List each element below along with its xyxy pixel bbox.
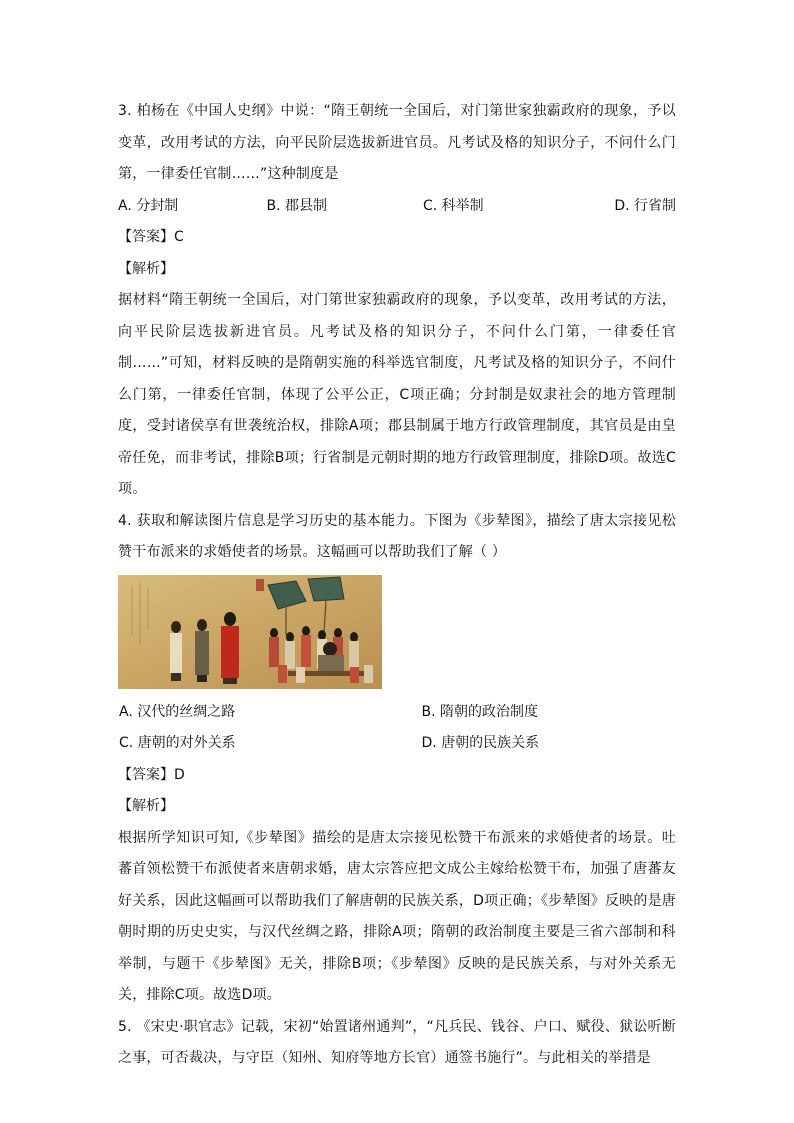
painting-image — [118, 575, 382, 689]
option-d: D. 唐朝的民族关系 — [421, 735, 540, 751]
option-c: C. 唐朝的对外关系 — [119, 735, 236, 751]
question-3-analysis-label: 【解析】 — [118, 260, 174, 277]
option-c: C. 科举制 — [423, 197, 484, 214]
question-3-answer: 【答案】C — [118, 229, 184, 245]
option-b: B. 隋朝的政治制度 — [421, 703, 539, 720]
document-body — [118, 96, 676, 1075]
option-a: A. 分封制 — [118, 197, 179, 214]
option-b: B. 郡县制 — [266, 197, 328, 214]
bunian-painting-illustration — [118, 575, 382, 689]
question-3-analysis: 据材料“隋王朝统一全国后，对门第世家独霸政府的现象，予以变革，改用考试的方法，向平民阶层选拔新进官员。凡考试及格的知识分子，不问什么门第，一律委任官制……”可知，材料反映的是隋朝实施的科举选官制度，凡考试及格的知识分子，不问什么门第，一律委任官制，体现了公平公正，C项正确；分封制是奴隶社会的地方管理制度，受封诸侯享有世袭统治权，排除A项；郡县制属于地方行政管理制度，其官员是由皇帝任免，而非考试，排除B项；行省制是元朝时期的地方行政管理制度，排除D项。故选C项。 — [118, 292, 676, 497]
question-4-stem: 4. 获取和解读图片信息是学习历史的基本能力。下图为《步辇图》，描绘了唐太宗接见松赞干布派来的求婚使者的场景。这幅画可以帮助我们了解（ ） — [118, 512, 676, 560]
question-5-stem: 5. 《宋史·职官志》记载，宋初“始置诸州通判”，“凡兵民、钱谷、户口、赋役、狱讼听断之事，可否裁决，与守臣（知州、知府等地方长官）通签书施行”。与此相关的举措是 — [118, 1018, 676, 1066]
question-3-options — [118, 191, 676, 223]
option-a: A. 汉代的丝绸之路 — [119, 703, 236, 720]
question-4-answer: 【答案】D — [118, 766, 185, 783]
option-d: D. 行省制 — [614, 197, 676, 214]
question-4-options-row-1 — [118, 697, 676, 729]
question-4-analysis-label: 【解析】 — [118, 798, 174, 814]
question-4-options-row-2 — [118, 728, 676, 760]
question-3-stem: 3. 柏杨在《中国人史纲》中说：“隋王朝统一全国后，对门第世家独霸政府的现象，予以变革，改用考试的方法，向平民阶层选拔新进官员。凡考试及格的知识分子，不问什么门第，一律委任官制……”这种制度是 — [118, 103, 676, 182]
question-4-analysis: 根据所学知识可知,《步辇图》描绘的是唐太宗接见松赞干布派来的求婚使者的场景。吐蕃首领松赞干布派使者来唐朝求婚，唐太宗答应把文成公主嫁给松赞干布，加强了唐蕃友好关系，因此这幅画可以帮助我们了解唐朝的民族关系，D项正确；《步辇图》反映的是唐朝时期的历史史实，与汉代丝绸之路，排除A项；隋朝的政治制度主要是三省六部制和科举制，与题干《步辇图》无关，排除B项；《步辇图》反映的是民族关系，与对外关系无关，排除C项。故选D项。 — [118, 829, 676, 1003]
